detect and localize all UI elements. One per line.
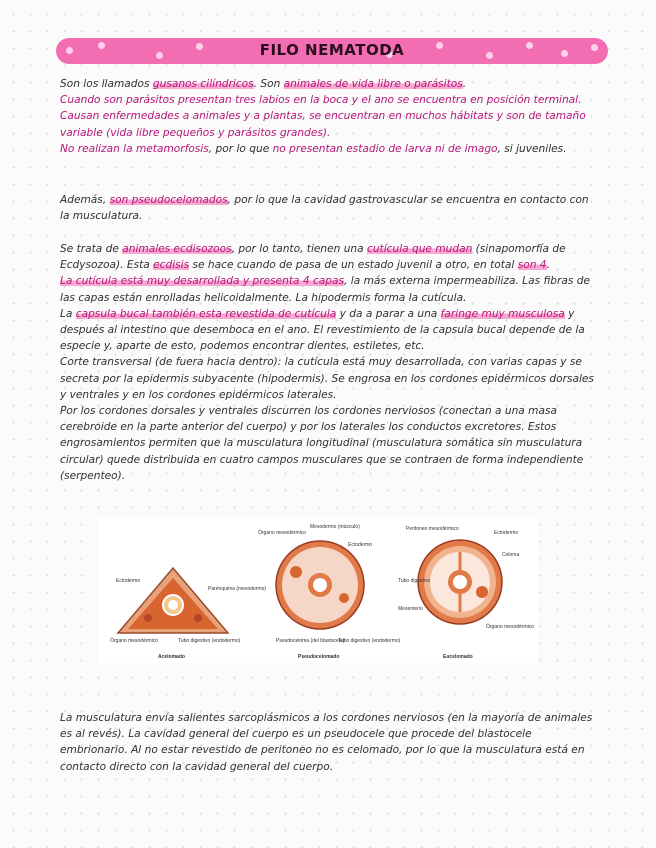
pseudocelomado-diagram	[258, 524, 401, 660]
eucelomado-label: Órgano mesodérmico	[486, 624, 535, 630]
pseudocelomado-label: Órgano mesodérmico	[258, 530, 307, 536]
eucelomado-caption: Eucelomado	[443, 654, 473, 660]
pseudocelomado-label: Pseudoceloma (del blastocele)	[276, 638, 345, 644]
pseudocelomado-caption: Pseudocelomado	[298, 654, 340, 660]
body-cavity-figure	[98, 518, 538, 663]
eucelomado-label: Mesenterio	[398, 606, 423, 612]
acelomado-caption: Acelomado	[158, 654, 185, 660]
pseudocoelom-paragraph: Además, son pseudocelomados, por lo que la cavidad gastrovascular se encuentra en contacto con la musculatura.	[60, 194, 589, 223]
musculature-paragraph: La musculatura envía salientes sarcoplásmicos a los cordones nerviosos (en la mayoría de animales es al revés). La cavidad general del cuerpo es un pseudocele que procede del blastocele embrionario. Al no estar revestido de peritoneo no es celomado, por lo que la musculatura está en contacto directo con la cavidad general del cuerpo.	[60, 712, 593, 773]
intro-paragraph: Son los llamados gusanos cilíndricos. Son animales de vida libre o parásitos. Cuando son parásitos presentan tres labios en la boca y el ano se encuentra en posición terminal. Causan enfermedades a animales y a plantas, se encuentran en muchos hábitats y son de tamaño variable (vida libre pequeños y parásitos grandes). No realizan la metamorfosis, por lo que no presentan estadio de larva ni de imago, si juveniles.	[60, 78, 586, 155]
eucelomado-label: Peritoneo mesodérmico	[406, 526, 459, 532]
title-banner	[56, 38, 608, 64]
pseudocelomado-label: Ectodermo	[348, 542, 373, 548]
eucelomado-diagram	[398, 526, 534, 660]
pseudocelomado-label: Tubo digestivo (endodermo)	[338, 638, 401, 644]
pseudocelomado-label: Mesodermo (músculo)	[310, 524, 360, 530]
acelomado-label: Parénquima (mesodermo)	[208, 586, 267, 592]
eucelomado-label: Ectodermo	[494, 530, 519, 536]
acelomado-label: Órgano mesodérmico	[110, 638, 159, 644]
acelomado-label: Tubo digestivo (endodermo)	[178, 638, 241, 644]
acelomado-label: Ectodermo	[116, 578, 141, 584]
ecdysozoa-paragraph: Se trata de animales ecdisozoos, por lo tanto, tienen una cutícula que mudan (sinapomorfía de Ecdysozoa). Esta ecdisis se hace cuando de pasa de un estado juvenil a otro, en total son 4. La cutícula está muy desarrollada y presenta 4 capas, la más externa impermeabiliza. Las fibras de las capas están enrolladas helicoidalmente. La hipodermis forma la cutícula. La capsula bucal también esta revestida de cutícula y da a parar a una faringe muy musculosa y después al intestino que desemboca en el ano. El revestimiento de la capsula bucal depende de la especie y, aparte de esto, podemos encontrar dientes, estiletes, etc. Corte transversal (de fuera hacia dentro): la cutícula está muy desarrollada, con varias capas y se secreta por la epidermis subyacente (hipodermis). Se engrosa en los cordones epidérmicos dorsales y ventrales y en los cordones epidérmicos laterales. Por los cordones dorsales y ventrales discurren los cordones nerviosos (conectan a una masa cerebroide en la parte anterior del cuerpo) y por los laterales los conductos excretores. Estos engrosamientos permiten que la musculatura longitudinal (musculatura somática sin musculatura circular) quede distribuida en cuatro campos musculares que se contraen de forma independiente (serpenteo).	[60, 243, 594, 482]
acelomado-diagram	[110, 568, 266, 660]
page-title: FILO NEMATODA	[259, 41, 405, 59]
eucelomado-label: Celoma	[502, 552, 520, 558]
eucelomado-label: Tubo digestivo	[398, 578, 431, 584]
